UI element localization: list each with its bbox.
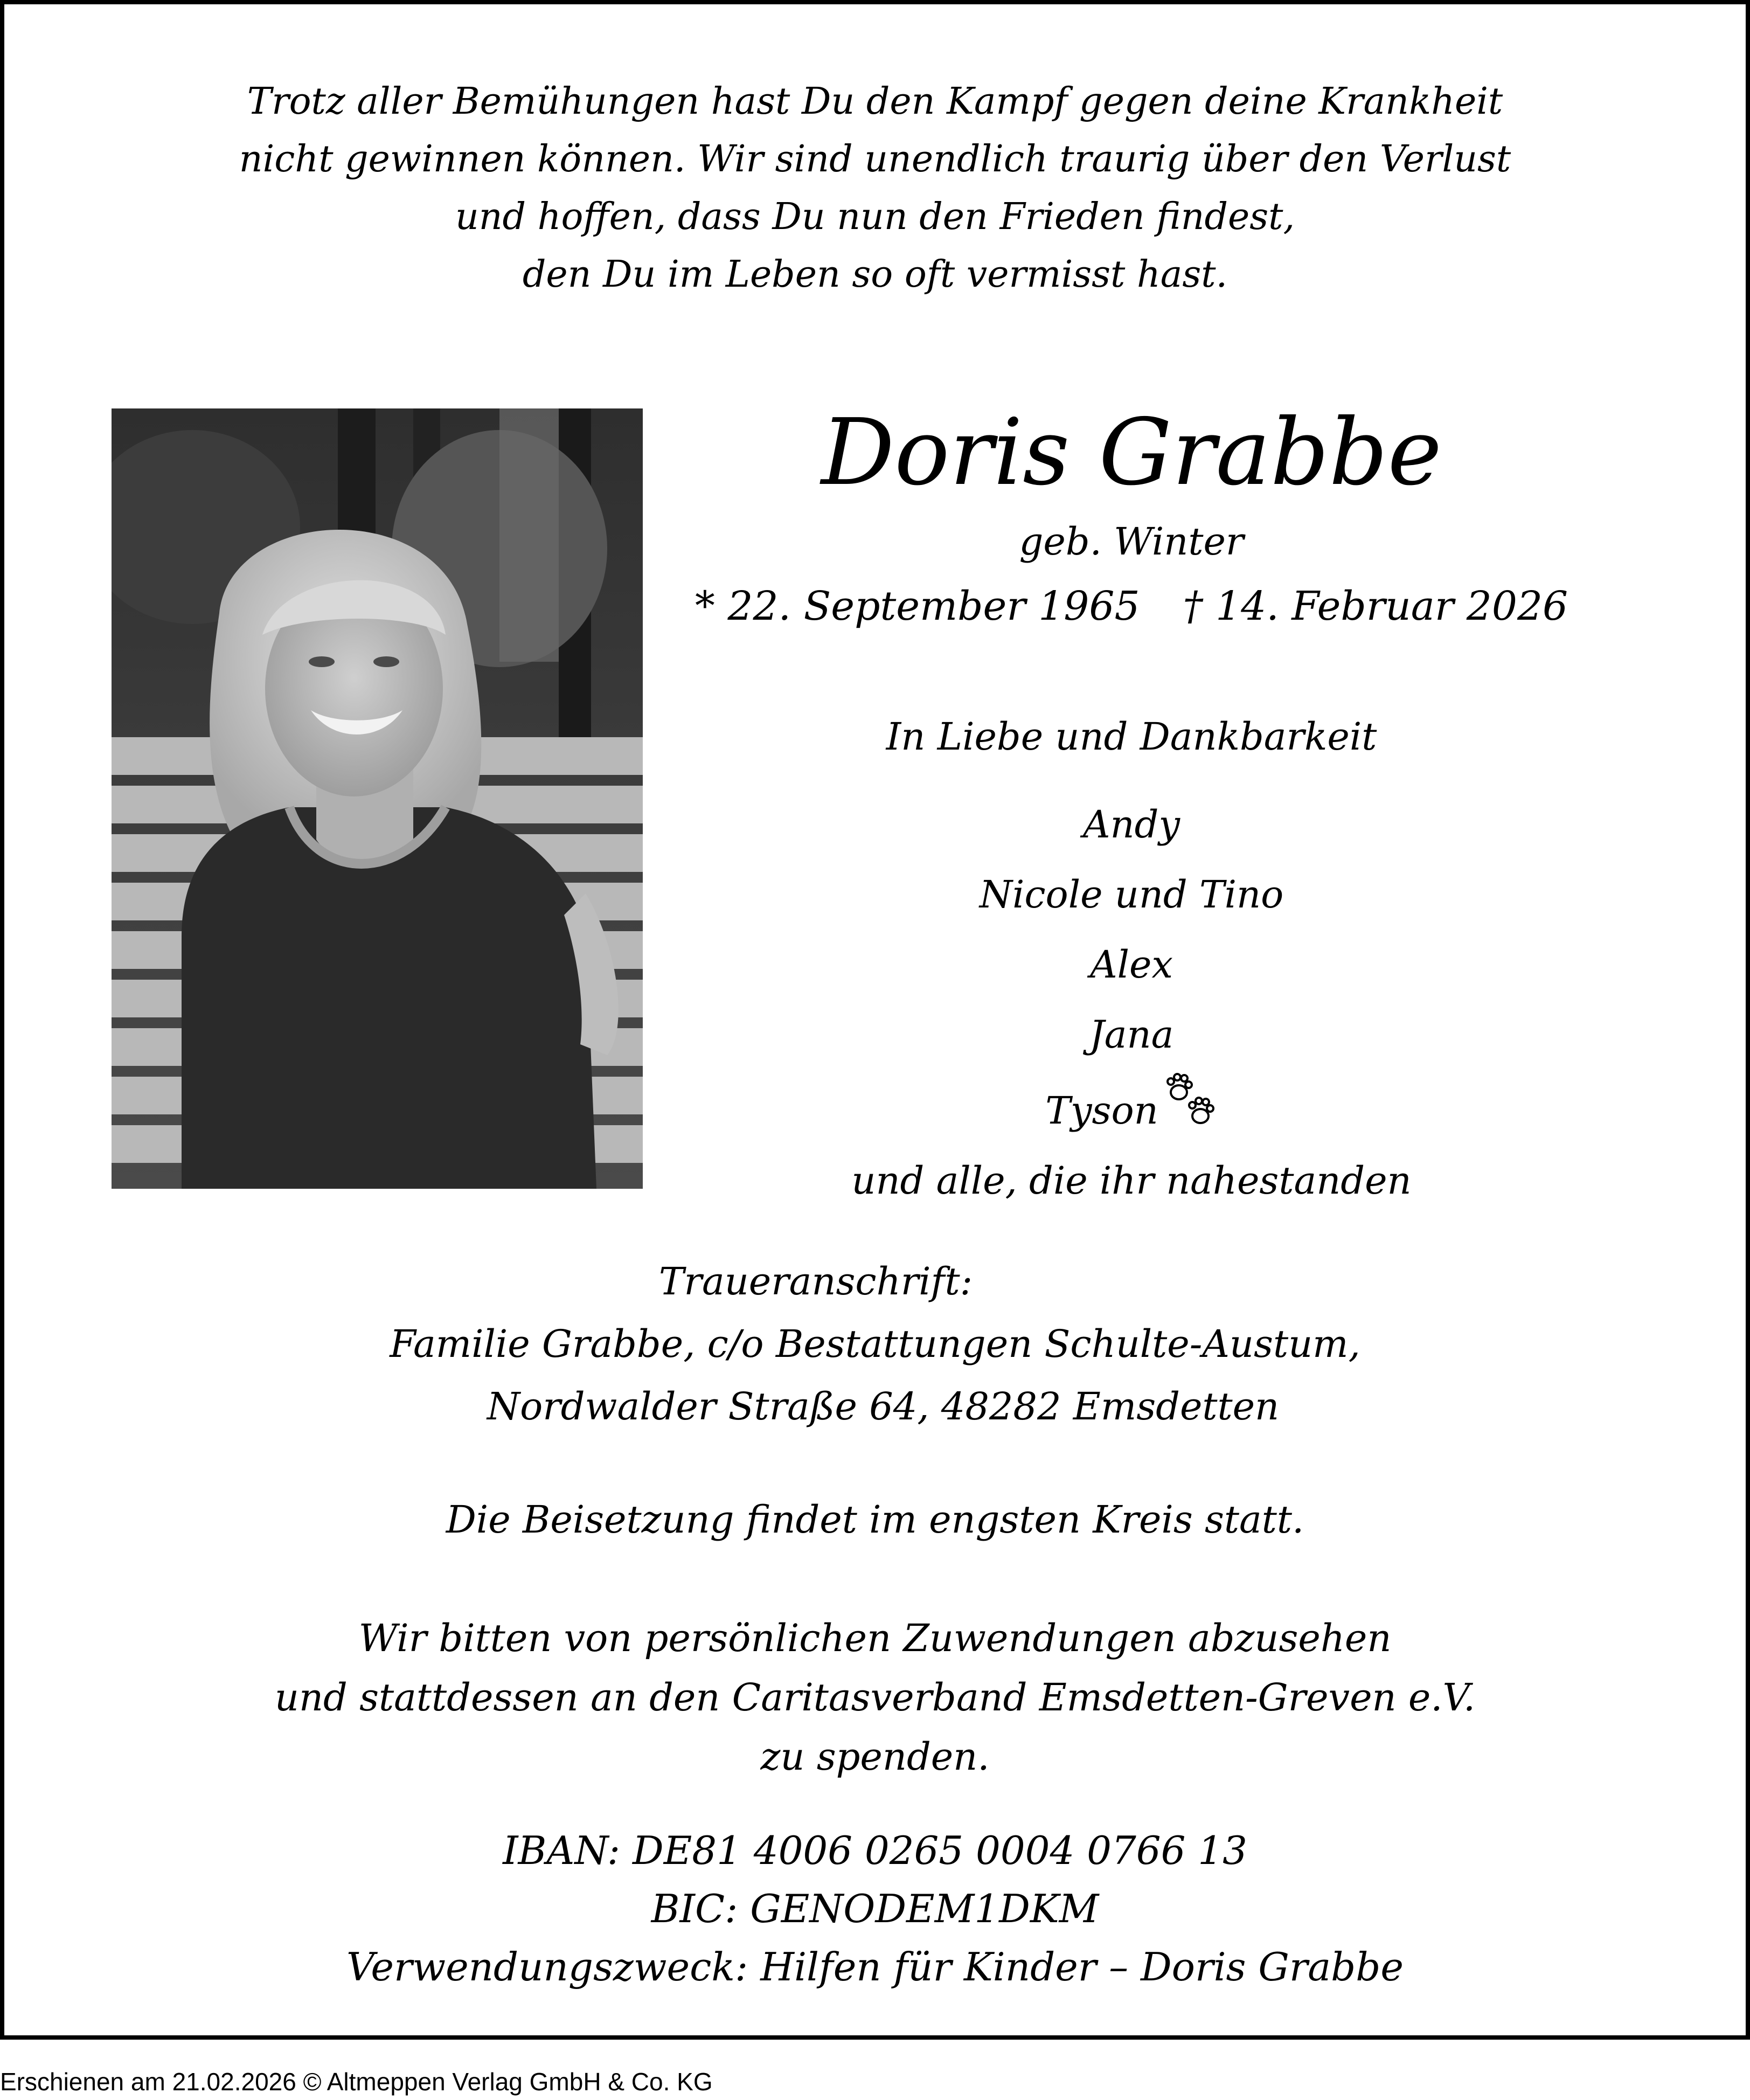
deceased-name: Doris Grabbe — [821, 399, 1442, 506]
donation-line: und stattdessen an den Caritasverband Emsdetten-Greven e.V. — [274, 1675, 1476, 1720]
mourner-name: Andy — [1083, 802, 1180, 847]
intro-line: den Du im Leben so oft vermisst hast. — [522, 253, 1228, 296]
portrait-photo — [112, 408, 643, 1189]
intro-text — [0, 73, 1750, 303]
life-dates — [673, 579, 1589, 633]
donation-line: Wir bitten von persönlichen Zuwendungen abzusehen — [358, 1616, 1392, 1660]
mourner-pet-line — [673, 1070, 1589, 1146]
address-label: Traueranschrift: — [658, 1259, 973, 1304]
mourners-list — [673, 789, 1589, 1216]
birth-name: geb. Winter — [1019, 519, 1244, 564]
donation-request — [0, 1609, 1750, 1786]
death-date: † 14. Februar 2026 — [1183, 583, 1568, 629]
payment-purpose: Verwendungszweck: Hilfen für Kinder – Doris Grabbe — [346, 1944, 1404, 1990]
bic: BIC: GENODEM1DKM — [651, 1886, 1099, 1931]
mourner-name: Nicole und Tino — [979, 872, 1284, 917]
publication-footer: Erschienen am 21.02.2026 © Altmeppen Verlag GmbH & Co. KG — [0, 2068, 713, 2096]
burial-note: Die Beisetzung findet im engsten Kreis statt. — [446, 1498, 1304, 1542]
intro-line: nicht gewinnen können. Wir sind unendlich traurig über den Verlust — [239, 138, 1511, 181]
dedication: In Liebe und Dankbarkeit — [886, 715, 1377, 759]
address-line: Nordwalder Straße 64, 48282 Emsdetten — [487, 1384, 1280, 1429]
mourning-address — [0, 1250, 1750, 1438]
address-line: Familie Grabbe, c/o Bestattungen Schulte-Austum, — [390, 1322, 1360, 1366]
intro-line: und hoffen, dass Du nun den Frieden findest, — [455, 196, 1295, 238]
mourner-name: Alex — [1090, 942, 1173, 987]
iban: IBAN: DE81 4006 0265 0004 0766 13 — [503, 1828, 1247, 1873]
mourner-name: Tyson — [1045, 1089, 1158, 1133]
paw-prints-icon — [1164, 1070, 1218, 1129]
mourner-name: Jana — [1089, 1013, 1174, 1057]
bank-details — [0, 1821, 1750, 1996]
birth-date: * 22. September 1965 — [695, 583, 1140, 629]
donation-line: zu spenden. — [760, 1735, 990, 1779]
intro-line: Trotz aller Bemühungen hast Du den Kampf gegen deine Krankheit — [247, 80, 1503, 123]
mourner-name: und alle, die ihr nahestanden — [851, 1159, 1412, 1203]
